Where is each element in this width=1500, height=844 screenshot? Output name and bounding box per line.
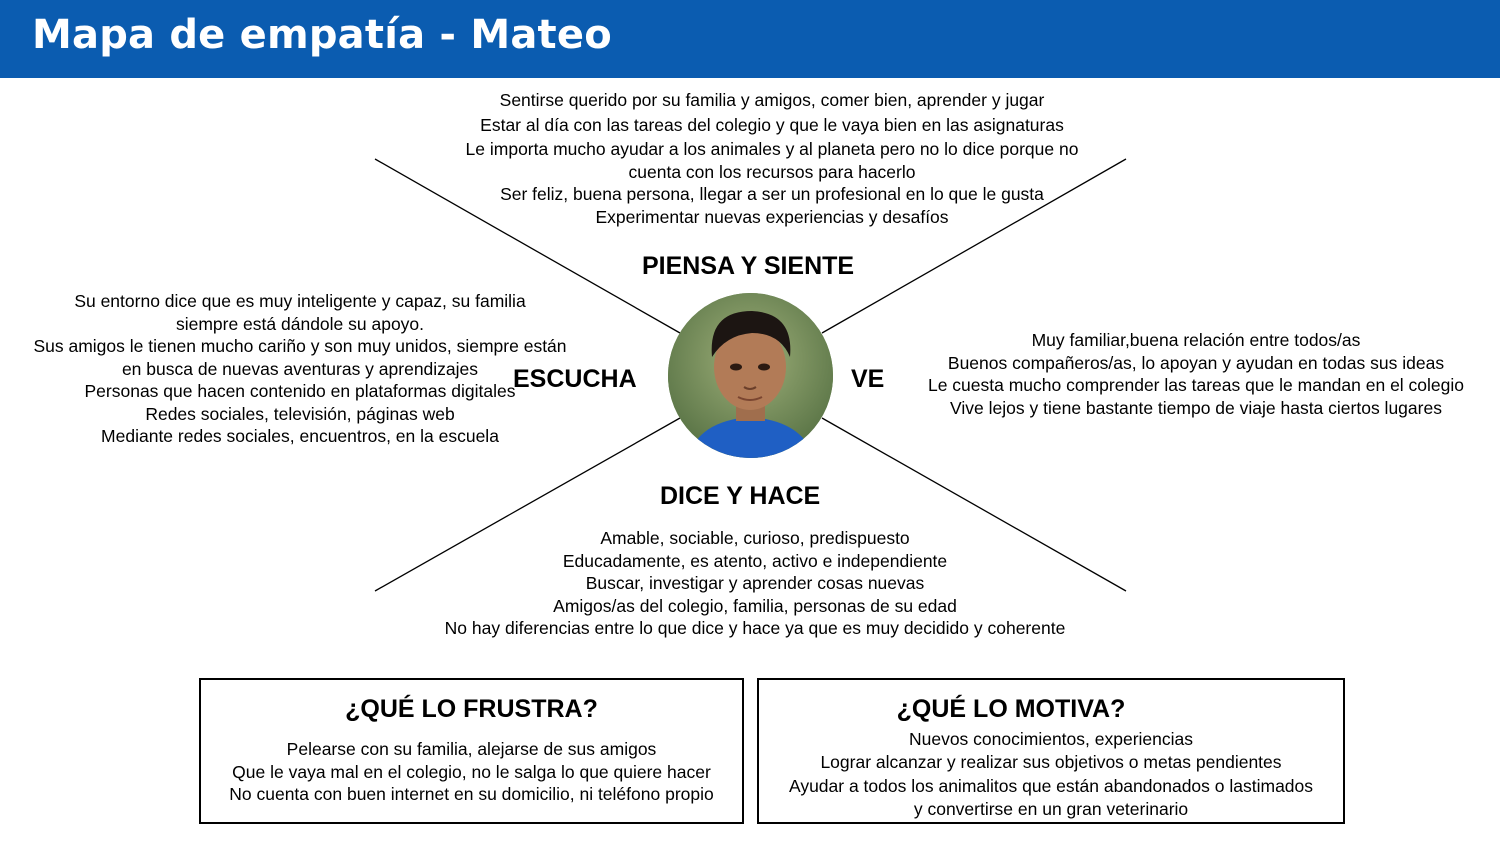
escucha-line: Mediante redes sociales, encuentros, en la escuela — [101, 426, 499, 446]
frustra-line: No cuenta con buen internet en su domicilio, ni teléfono propio — [229, 784, 714, 804]
dice-line: Educadamente, es atento, activo e independiente — [562, 550, 948, 571]
ve-line: Le cuesta mucho comprender las tareas que le mandan en el colegio — [927, 375, 1465, 395]
piensa-line: Sentirse querido por su familia y amigos, comer bien, aprender y jugar — [499, 90, 1045, 110]
motiva-box — [757, 678, 1345, 824]
escucha-line: Redes sociales, televisión, páginas web — [145, 403, 455, 424]
dice-line: Amable, sociable, curioso, predispuesto — [600, 528, 910, 548]
ve-text — [900, 329, 1492, 419]
ve-line: Vive lejos y tiene bastante tiempo de viaje hasta ciertos lugares — [950, 397, 1442, 418]
dice-line: Buscar, investigar y aprender cosas nuevas — [585, 573, 925, 593]
escucha-line: Sus amigos le tienen mucho cariño y son muy unidos, siempre están — [33, 336, 567, 356]
piensa-line: Estar al día con las tareas del colegio y que le vaya bien en las asignaturas — [480, 114, 1064, 135]
label-escucha: ESCUCHA — [513, 365, 637, 393]
escucha-line: en busca de nuevas aventuras y aprendizajes — [121, 358, 479, 379]
label-piensa: PIENSA Y SIENTE — [642, 252, 855, 280]
piensa-line: Ser feliz, buena persona, llegar a ser un profesional en lo que le gusta — [500, 184, 1044, 204]
motiva-title: ¿QUÉ LO MOTIVA? — [896, 695, 1126, 723]
piensa-text — [440, 89, 1104, 228]
piensa-line: Experimentar nuevas experiencias y desafíos — [595, 206, 949, 227]
escucha-line: Su entorno dice que es muy inteligente y capaz, su familia — [74, 291, 526, 311]
frustra-box — [199, 678, 744, 824]
piensa-line: Le importa mucho ayudar a los animales y al planeta pero no lo dice porque no — [465, 139, 1079, 159]
ve-line: Muy familiar,buena relación entre todos/as — [1031, 330, 1361, 350]
frustra-line: Que le vaya mal en el colegio, no le salga lo que quiere hacer — [232, 761, 711, 782]
frustra-title: ¿QUÉ LO FRUSTRA? — [345, 695, 598, 723]
dice-line: Amigos/as del colegio, familia, personas de su edad — [553, 595, 957, 616]
motiva-line: Lograr alcanzar y realizar sus objetivos o metas pendientes — [820, 751, 1282, 772]
label-dice: DICE Y HACE — [660, 482, 821, 510]
frustra-line: Pelearse con su familia, alejarse de sus amigos — [286, 739, 657, 759]
page-title: Mapa de empatía - Mateo — [32, 12, 612, 58]
ve-line: Buenos compañeros/as, lo apoyan y ayudan en todas sus ideas — [947, 352, 1445, 373]
avatar — [668, 293, 833, 458]
piensa-line: cuenta con los recursos para hacerlo — [628, 161, 916, 182]
escucha-line: Personas que hacen contenido en plataformas digitales — [84, 381, 516, 401]
label-ve: VE — [851, 365, 885, 393]
motiva-line: y convertirse en un gran veterinario — [913, 798, 1189, 819]
dice-line: No hay diferencias entre lo que dice y hace ya que es muy decidido y coherente — [444, 618, 1066, 638]
escucha-text — [0, 290, 600, 448]
motiva-line: Nuevos conocimientos, experiencias — [908, 729, 1194, 749]
escucha-line: siempre está dándole su apoyo. — [175, 313, 425, 334]
motiva-line: Ayudar a todos los animalitos que están abandonados o lastimados — [788, 776, 1314, 796]
child-portrait-icon — [668, 293, 833, 458]
dice-text — [420, 527, 1090, 640]
